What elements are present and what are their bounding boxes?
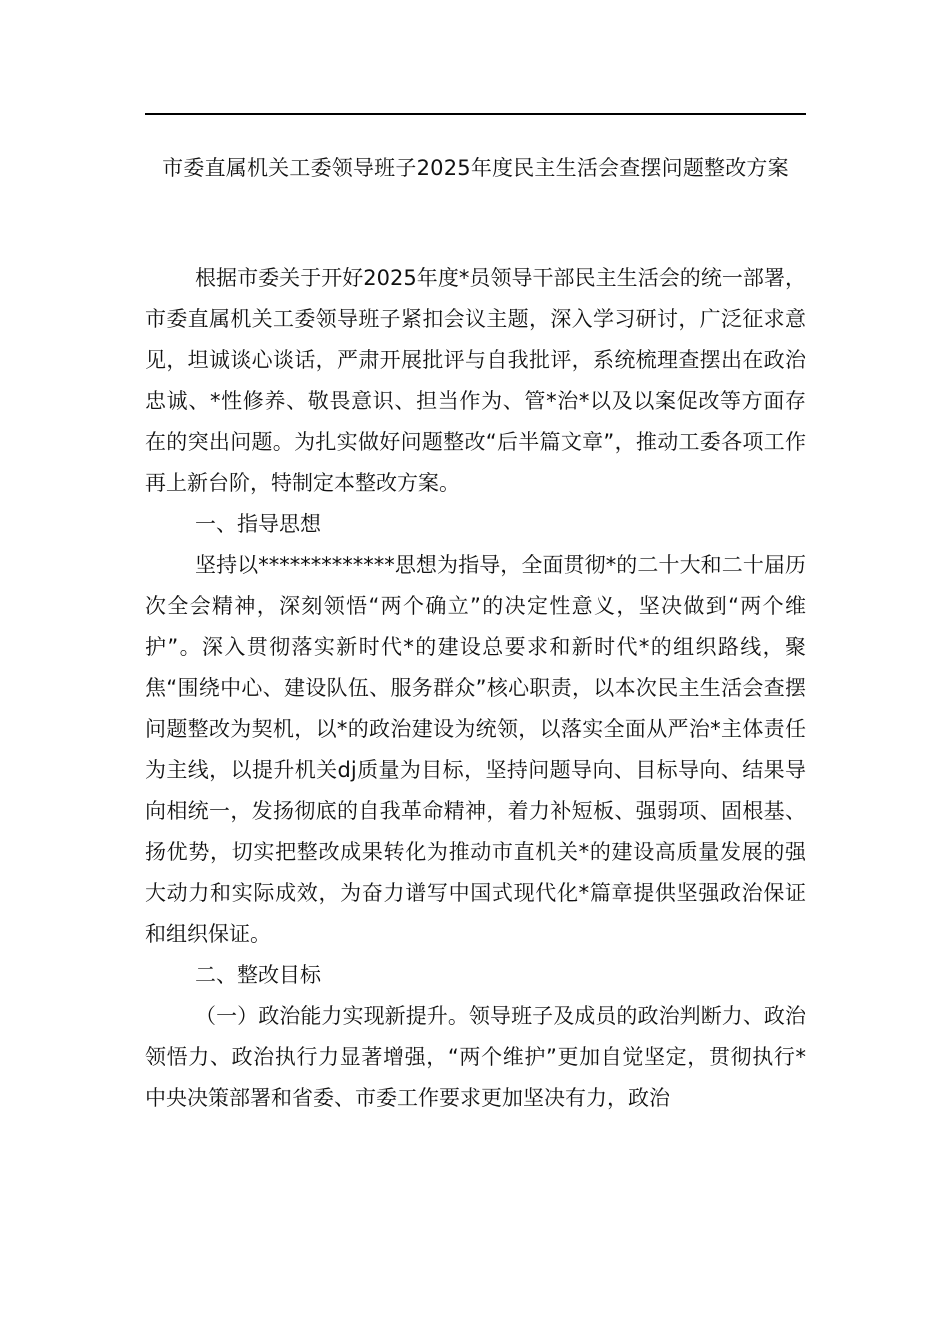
guiding-thought-paragraph: 坚持以*************思想为指导，全面贯彻*的二十大和二十届历次全会精神，深刻领悟“两个确立”的决定性意义，坚决做到“两个维护”。深入贯彻落实新时代*的建设总要求和新时代*的组织路线，聚焦“围绕中心、建设队伍、服务群众”核心职责，以本次民主生活会查摆问题整改为契机，以*的政治建设为统领，以落实全面从严治*主体责任为主线，以提升机关dj质量为目标，坚持问题导向、目标导向、结果导向相统一，发扬彻底的自我革命精神，着力补短板、强弱项、固根基、扬优势，切实把整改成果转化为推动市直机关*的建设高质量发展的强大动力和实际成效，为奋力谱写中国式现代化*篇章提供坚强政治保证和组织保证。 [145, 553, 806, 946]
header-rule [145, 113, 806, 115]
document-title: 市委直属机关工委领导班子2025年度民主生活会查摆问题整改方案 [162, 156, 789, 180]
goal-paragraph-1: （一）政治能力实现新提升。领导班子及成员的政治判断力、政治领悟力、政治执行力显著增强，“两个维护”更加自觉坚定，贯彻执行*中央决策部署和省委、市委工作要求更加坚决有力，政治 [145, 1004, 806, 1110]
section-heading-guiding-thought: 一、指导思想 [195, 512, 321, 536]
section-heading-goals: 二、整改目标 [195, 963, 321, 987]
intro-paragraph: 根据市委关于开好2025年度*员领导干部民主生活会的统一部署，市委直属机关工委领导班子紧扣会议主题，深入学习研讨，广泛征求意见，坦诚谈心谈话，严肃开展批评与自我批评，系统梳理查摆出在政治忠诚、*性修养、敬畏意识、担当作为、管*治*以及以案促改等方面存在的突出问题。为扎实做好问题整改“后半篇文章”，推动工委各项工作再上新台阶，特制定本整改方案。 [145, 266, 806, 495]
document-body [145, 258, 806, 1119]
